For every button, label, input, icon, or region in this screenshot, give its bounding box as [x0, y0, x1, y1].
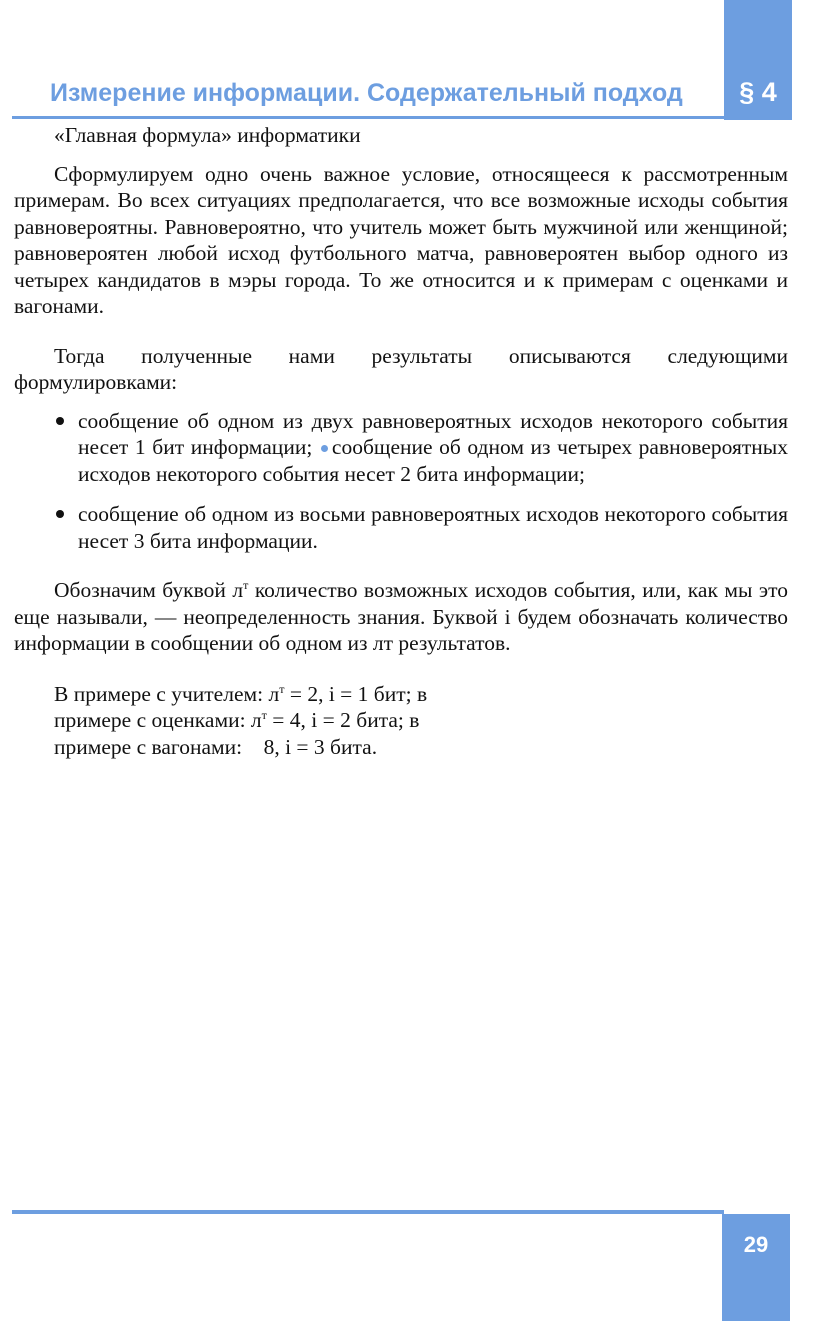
- paragraph-results-intro: Тогда полученные нами результаты описываются следующими формулировками:: [14, 343, 788, 394]
- examples-block: [14, 681, 788, 761]
- page-content: [14, 122, 788, 760]
- page-number: 29: [743, 1232, 769, 1257]
- example-wagons: примере с вагонами: 8, i = 3 бита.: [54, 734, 378, 759]
- list-item: [14, 408, 788, 488]
- header-divider: [12, 116, 724, 119]
- bullet-icon: [321, 445, 328, 452]
- list-item: [14, 501, 788, 554]
- bullet-icon: [56, 510, 64, 518]
- chapter-title: Измерение информации. Содержательный подход: [50, 79, 683, 107]
- example-grades: примере с оценками: $л^т = 4$, i = 2 бита; в: [54, 707, 420, 732]
- section-subtitle: «Главная формула» информатики: [54, 123, 361, 147]
- footer-divider: [12, 1210, 724, 1214]
- paragraph-conditions: Сформулируем одно очень важное условие, относящееся к рассмотренным примерам. Во всех ситуациях предполагается, что все возможные исходы события равновероятны. Равновероятно, что учитель может быть мужчиной или женщиной; равновероятен любой исход футбольного матча, равновероятен выбор одного из четырех кандидатов в мэры города. То же относится и к примерам с оценками и вагонами.: [14, 161, 788, 318]
- bullet-icon: [56, 417, 64, 425]
- bullet-text-four-outcomes: сообщение об одном из четырех равновероятных исходов некоторого события несет 2 бита информации;: [78, 435, 789, 486]
- paragraph-notation: Обозначим буквой $л^т$ количество возможных исходов события, или, как мы это еще называли, — неопределенность знания. Буквой i будем обозначать количество информации в сообщении об одном из лт результатов.: [14, 577, 788, 655]
- example-teacher: В примере с учителем: $л^т = 2$, i = 1 бит; в: [54, 681, 428, 706]
- section-number: § 4: [739, 77, 777, 107]
- bullet-list: [14, 408, 788, 555]
- bullet-text-two-outcomes: сообщение об одном из двух равновероятных исходов некоторого события несет 1 бит информации;: [78, 408, 788, 459]
- bullet-text-eight-outcomes: сообщение об одном из восьми равновероятных исходов некоторого события несет 3 бита информации.: [78, 502, 788, 553]
